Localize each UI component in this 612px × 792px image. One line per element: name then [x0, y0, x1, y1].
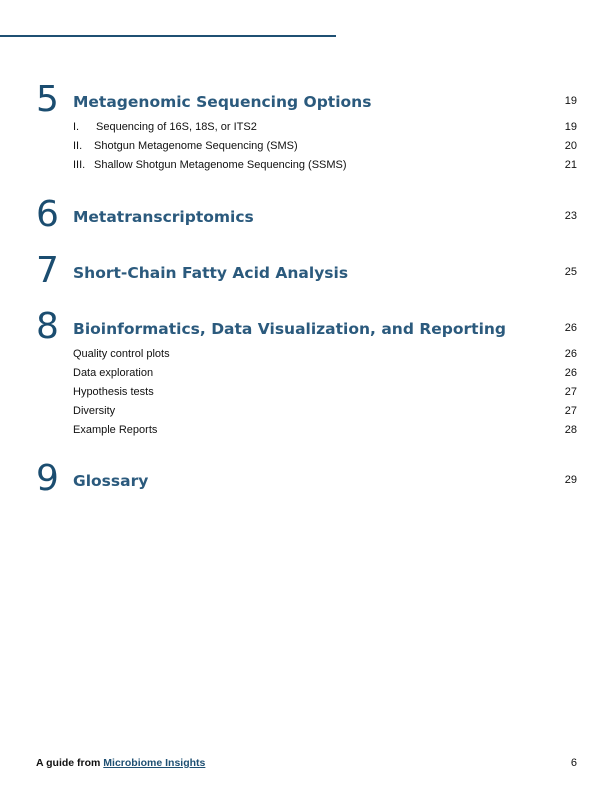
section-page-number: 26	[564, 322, 577, 334]
subitem-label: Quality control plots	[73, 348, 170, 360]
subitem-page-number: 26	[564, 367, 577, 379]
section-page-number: 19	[564, 95, 577, 107]
header-rule	[0, 35, 336, 37]
toc-subitem[interactable]	[36, 423, 577, 442]
subitem-page-number: 28	[564, 424, 577, 436]
section-title-link[interactable]: Bioinformatics, Data Visualization, and Reporting	[73, 320, 507, 338]
subitem-label: Shotgun Metagenome Sequencing (SMS)	[94, 140, 298, 152]
toc-section-9	[36, 459, 577, 499]
page-footer	[36, 756, 577, 770]
roman-numeral: I.	[73, 121, 80, 133]
section-page-number: 25	[564, 266, 577, 278]
toc-section-7	[36, 251, 577, 291]
toc-subitem[interactable]	[36, 347, 577, 366]
subitem-page-number: 19	[564, 121, 577, 133]
toc-subitem[interactable]	[36, 139, 577, 158]
subitem-label: Sequencing of 16S, 18S, or ITS2	[96, 121, 257, 133]
section-number: 5	[36, 79, 59, 120]
subitem-page-number: 27	[564, 405, 577, 417]
roman-numeral: III.	[73, 159, 86, 171]
toc-subitem[interactable]	[36, 366, 577, 385]
section-title-link[interactable]: Glossary	[73, 472, 149, 490]
toc-subitem[interactable]	[36, 404, 577, 423]
toc-subitem[interactable]	[36, 120, 577, 139]
toc-section-8	[36, 307, 577, 442]
subitem-label: Example Reports	[73, 424, 158, 436]
toc-subitem[interactable]	[36, 158, 577, 177]
subitem-page-number: 20	[564, 140, 577, 152]
subitem-page-number: 26	[564, 348, 577, 360]
subitem-label: Diversity	[73, 405, 116, 417]
section-page-number: 29	[564, 474, 577, 486]
subitem-label: Shallow Shotgun Metagenome Sequencing (SSMS)	[94, 159, 347, 171]
section-title-link[interactable]: Metagenomic Sequencing Options	[73, 93, 372, 111]
section-number: 6	[36, 194, 59, 235]
toc-section-5	[36, 80, 577, 177]
subitem-label: Data exploration	[73, 367, 154, 379]
section-page-number: 23	[564, 210, 577, 222]
subitem-label: Hypothesis tests	[73, 386, 154, 398]
toc-subitem[interactable]	[36, 385, 577, 404]
footer-prefix: A guide from	[36, 757, 101, 769]
subitem-page-number: 27	[564, 386, 577, 398]
section-title-link[interactable]: Metatranscriptomics	[73, 208, 254, 226]
subitem-page-number: 21	[564, 159, 577, 171]
brand-link[interactable]: Microbiome Insights	[103, 757, 206, 769]
footer-page-number: 6	[570, 757, 577, 769]
section-number: 8	[36, 306, 59, 347]
section-number: 9	[36, 458, 59, 499]
section-title-link[interactable]: Short-Chain Fatty Acid Analysis	[73, 264, 349, 282]
roman-numeral: II.	[73, 140, 83, 152]
section-number: 7	[36, 250, 59, 291]
toc-section-6	[36, 195, 577, 235]
